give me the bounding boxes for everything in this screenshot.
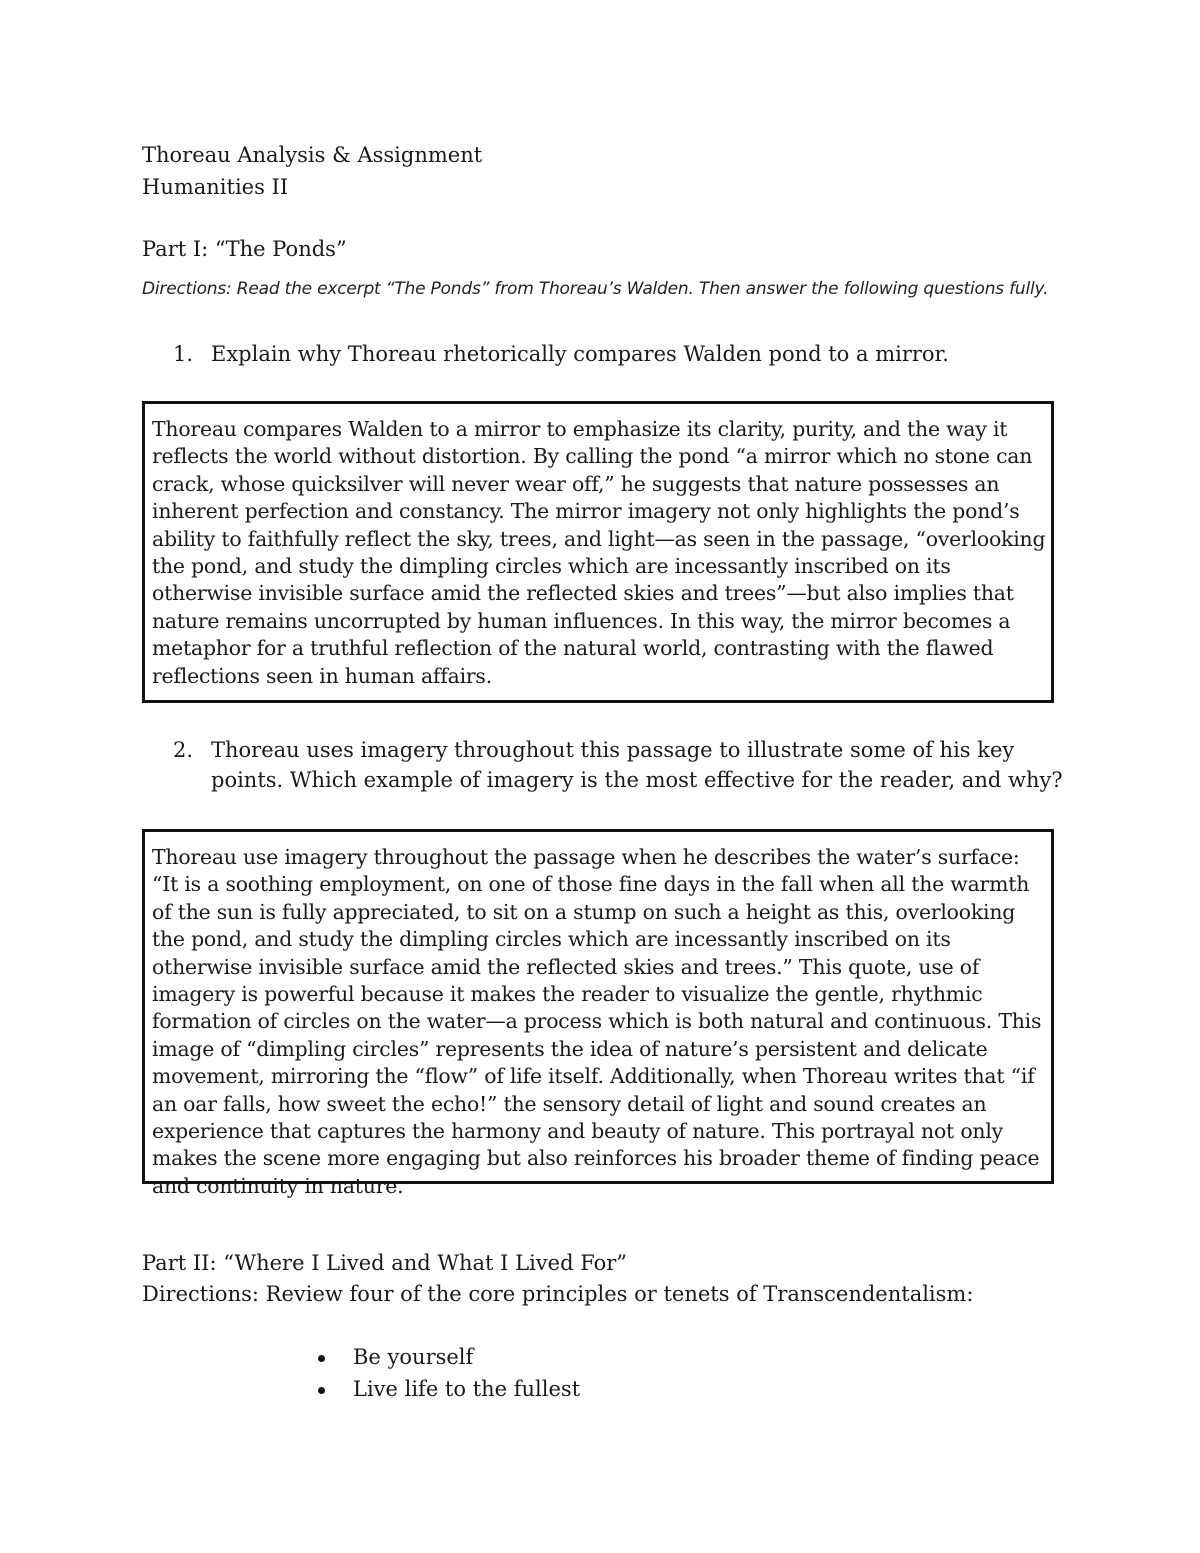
part1-heading: Part I: “The Ponds” <box>142 237 347 261</box>
answer-box-1 <box>142 401 1054 703</box>
question-1-number: 1. <box>173 342 194 366</box>
answer-box-2 <box>142 829 1054 1198</box>
question-2-text: Thoreau uses imagery throughout this passage to illustrate some of his key points. Which example of imagery is the most effective for the reader, and why? <box>211 738 1063 792</box>
principle-text: Live life to the fullest <box>353 1376 581 1401</box>
list-item <box>316 1342 580 1374</box>
part1-directions: Directions: Read the excerpt “The Ponds” from Thoreau’s Walden. Then answer the following questions fully. <box>142 279 1049 299</box>
bullet-icon <box>318 1387 325 1394</box>
part2-heading: Part II: “Where I Lived and What I Lived For” <box>142 1251 628 1275</box>
part2-directions: Directions: Review four of the core principles or tenets of Transcendentalism: <box>142 1282 974 1306</box>
list-item <box>316 1374 580 1406</box>
question-1-text: Explain why Thoreau rhetorically compares Walden pond to a mirror. <box>211 342 949 366</box>
question-2-number: 2. <box>173 738 194 762</box>
answer-1-text: Thoreau compares Walden to a mirror to emphasize its clarity, purity, and the way it reflects the world without distortion. By calling the pond “a mirror which no stone can crack, whose quicksilver will never wear off,” he suggests that nature possesses an inherent perfection and constancy. The mirror imagery not only highlights the pond’s ability to faithfully reflect the sky, trees, and light—as seen in the passage, “overlooking the pond, and study the dimpling circles which are incessantly inscribed on its otherwise invisible surface amid the reflected skies and trees”—but also implies that nature remains uncorrupted by human influences. In this way, the mirror becomes a metaphor for a truthful reflection of the natural world, contrasting with the flawed reflections seen in human affairs. <box>152 417 1046 688</box>
answer-2-text: Thoreau use imagery throughout the passage when he describes the water’s surface: “It is a soothing employment, on one of those fine days in the fall when all the warmth of the sun is fully appreciated, to sit on a stump on such a height as this, overlooking the pond, and study the dimpling circles which are incessantly inscribed on its otherwise invisible surface amid the reflected skies and trees.” This quote, use of imagery is powerful because it makes the reader to visualize the gentle, rhythmic formation of circles on the water—a process which is both natural and continuous. This image of “dimpling circles” represents the idea of nature’s persistent and delicate movement, mirroring the “flow” of life itself. Additionally, when Thoreau writes that “if an oar falls, how sweet the echo!” the sensory detail of light and sound creates an experience that captures the harmony and beauty of nature. This portrayal not only makes the scene more engaging but also reinforces his broader theme of finding peace and continuity in nature. <box>152 845 1042 1198</box>
principles-list <box>316 1342 580 1405</box>
question-1 <box>173 339 1071 369</box>
principle-text: Be yourself <box>353 1345 474 1369</box>
bullet-icon <box>318 1355 325 1362</box>
course-name: Humanities II <box>142 175 289 199</box>
question-2 <box>173 735 1071 795</box>
page-title: Thoreau Analysis & Assignment <box>142 143 483 167</box>
